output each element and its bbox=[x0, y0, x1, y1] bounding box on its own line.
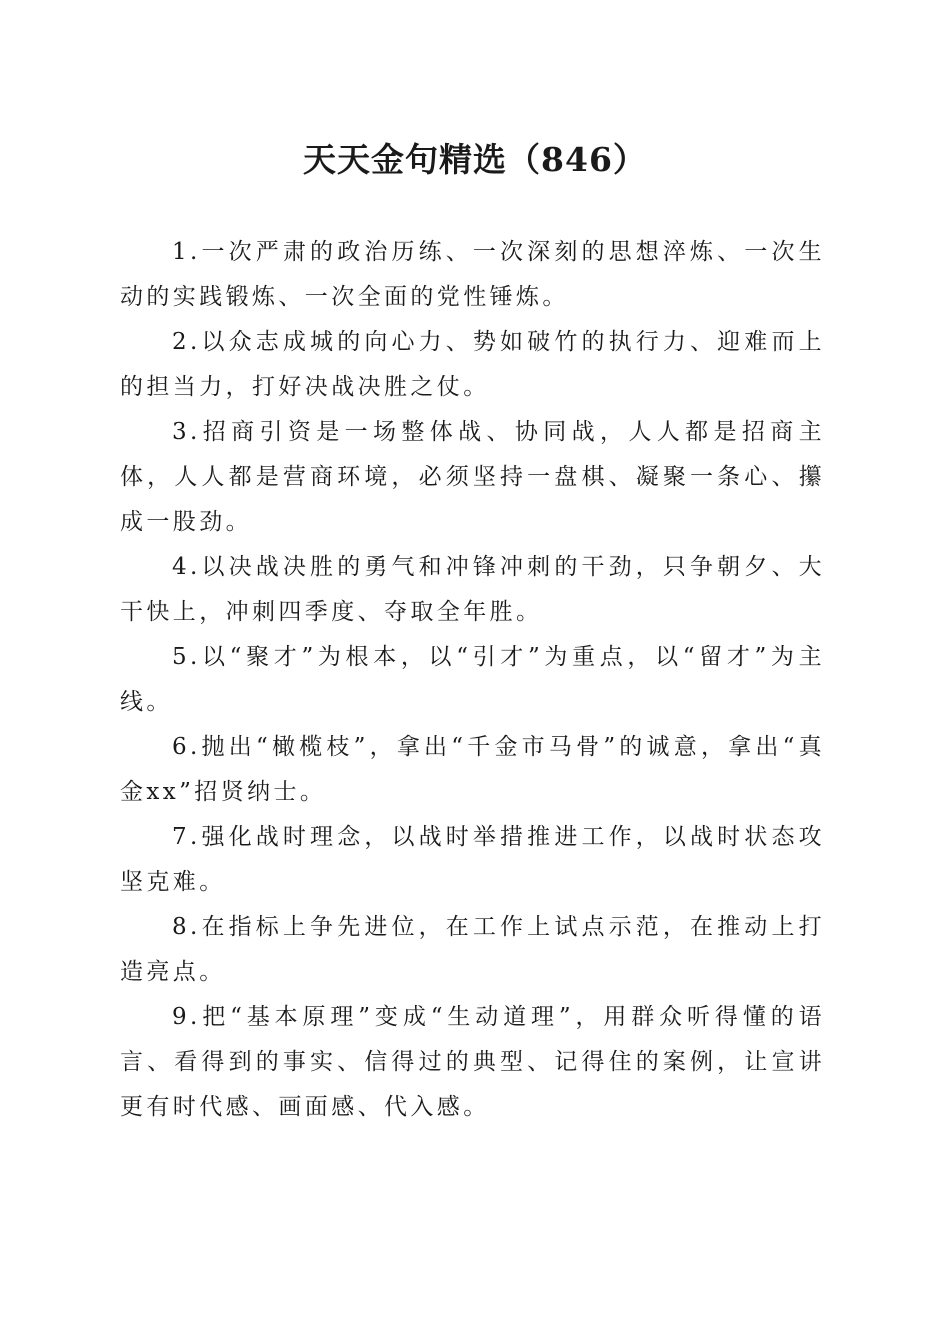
list-item: 8.在指标上争先进位，在工作上试点示范，在推动上打造亮点。 bbox=[120, 914, 825, 985]
document-body bbox=[120, 230, 825, 1130]
list-item: 9.把“基本原理”变成“生动道理”，用群众听得懂的语言、看得到的事实、信得过的典型、记得住的案例，让宣讲更有时代感、画面感、代入感。 bbox=[120, 1004, 825, 1120]
page-title: 天天金句精选（846） bbox=[303, 140, 647, 179]
list-item: 5.以“聚才”为根本，以“引才”为重点，以“留才”为主线。 bbox=[120, 644, 825, 715]
list-item: 3.招商引资是一场整体战、协同战，人人都是招商主体，人人都是营商环境，必须坚持一盘棋、凝聚一条心、攥成一股劲。 bbox=[120, 419, 825, 535]
list-item: 1.一次严肃的政治历练、一次深刻的思想淬炼、一次生动的实践锻炼、一次全面的党性锤炼。 bbox=[120, 239, 825, 310]
list-item: 4.以决战决胜的勇气和冲锋冲刺的干劲，只争朝夕、大干快上，冲刺四季度、夺取全年胜。 bbox=[120, 554, 825, 625]
list-item: 6.抛出“橄榄枝”，拿出“千金市马骨”的诚意，拿出“真金xx”招贤纳士。 bbox=[120, 734, 825, 805]
list-item: 2.以众志成城的向心力、势如破竹的执行力、迎难而上的担当力，打好决战决胜之仗。 bbox=[120, 329, 825, 400]
list-item: 7.强化战时理念，以战时举措推进工作，以战时状态攻坚克难。 bbox=[120, 824, 825, 895]
